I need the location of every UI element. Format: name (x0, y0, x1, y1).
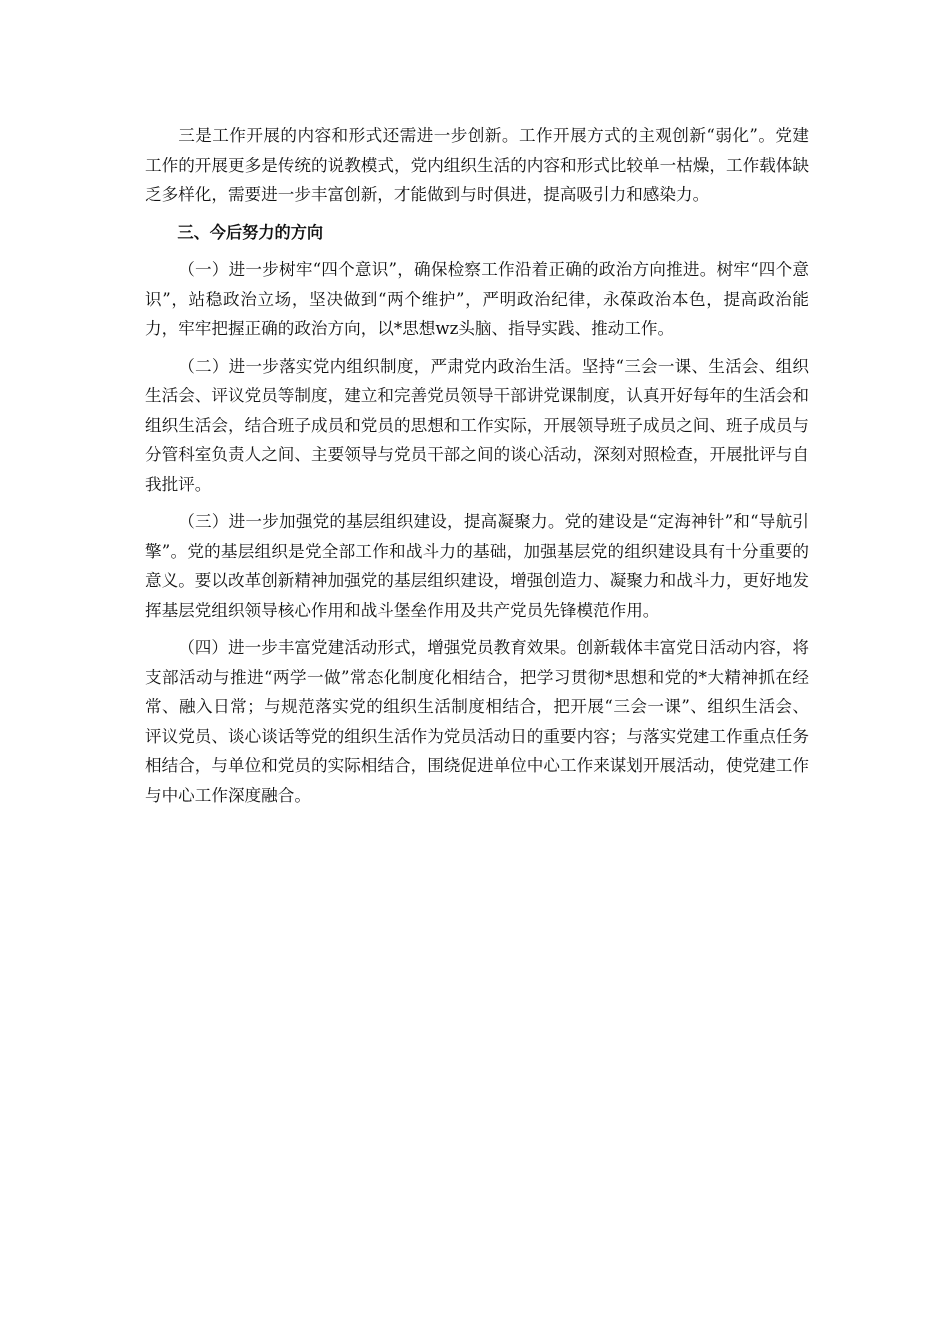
document-body (145, 121, 809, 818)
paragraph-activity-forms: （四）进一步丰富党建活动形式，增强党员教育效果。创新载体丰富党日活动内容，将支部活动与推进“两学一做”常态化制度化相结合，把学习贯彻*思想和党的*大精神抓在经常、融入日常；与规范落实党的组织生活制度相结合，把开展“三会一课”、组织生活会、评议党员、谈心谈话等党的组织生活作为党员活动日的重要内容；与落实党建工作重点任务相结合，与单位和党员的实际相结合，围绕促进单位中心工作来谋划开展活动，使党建工作与中心工作深度融合。 (145, 638, 809, 805)
paragraph-grassroots-building: （三）进一步加强党的基层组织建设，提高凝聚力。党的建设是“定海神针”和“导航引擎”。党的基层组织是党全部工作和战斗力的基础，加强基层党的组织建设具有十分重要的意义。要以改革创新精神加强党的基层组织建设，增强创造力、凝聚力和战斗力，更好地发挥基层党组织领导核心作用和战斗堡垒作用及共产党员先锋模范作用。 (145, 512, 809, 620)
paragraph-innovation: 三是工作开展的内容和形式还需进一步创新。工作开展方式的主观创新“弱化”。党建工作的开展更多是传统的说教模式，党内组织生活的内容和形式比较单一枯燥，工作载体缺乏多样化，需要进一步丰富创新，才能做到与时俱进，提高吸引力和感染力。 (145, 126, 809, 204)
section-heading: 三、今后努力的方向 (177, 222, 324, 242)
paragraph-organization-system: （二）进一步落实党内组织制度，严肃党内政治生活。坚持“三会一课、生活会、组织生活会、评议党员等制度，建立和完善党员领导干部讲党课制度，认真开好每年的生活会和组织生活会，结合班子成员和党员的思想和工作实际，开展领导班子成员之间、班子成员与分管科室负责人之间、主要领导与党员干部之间的谈心活动，深刻对照检查，开展批评与自我批评。 (145, 356, 809, 494)
paragraph-four-consciousness: （一）进一步树牢“四个意识”，确保检察工作沿着正确的政治方向推进。树牢“四个意识”，站稳政治立场，坚决做到“两个维护”，严明政治纪律，永葆政治本色，提高政治能力，牢牢把握正确的政治方向，以*思想wz头脑、指导实践、推动工作。 (145, 260, 809, 338)
